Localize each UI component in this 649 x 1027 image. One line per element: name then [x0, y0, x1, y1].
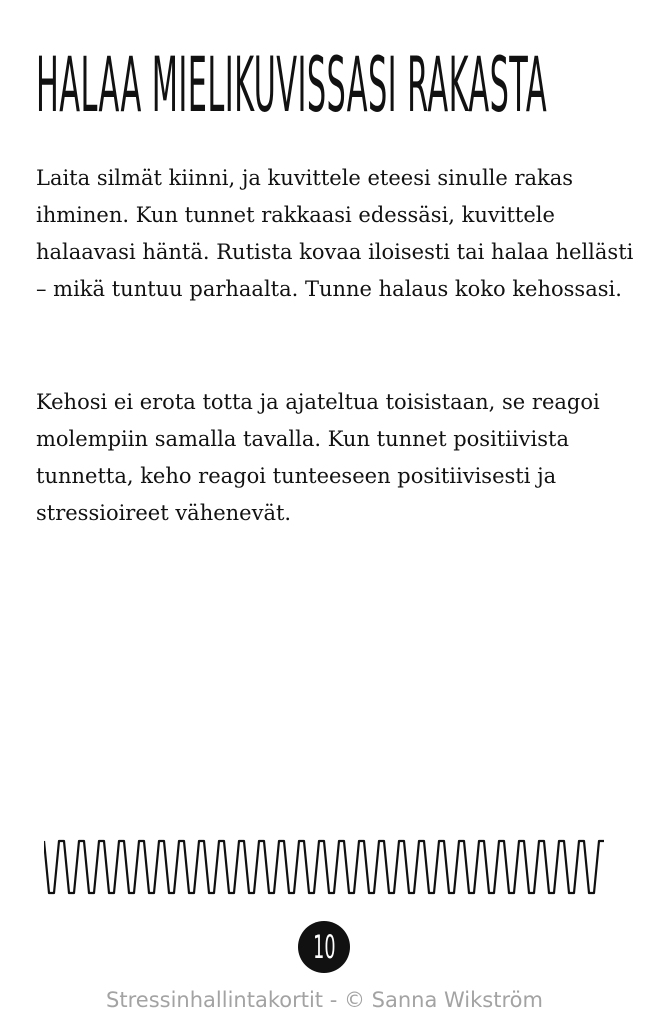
card-paragraph-2: Kehosi ei erota totta ja ajateltua toisistaan, se reagoi molempiin samalla tavalla. Kun tunnet positiivista tunnetta, keho reagoi tunteeseen positiivisesti ja stressioireet vähenevät. [36, 390, 600, 525]
card-title-container [36, 40, 616, 130]
card-title: HALAA MIELIKUVISSASI RAKASTA [36, 40, 548, 129]
zigzag-divider-icon [44, 838, 604, 896]
page-number-badge [298, 921, 350, 973]
card-paragraph-1: Laita silmät kiinni, ja kuvittele eteesi sinulle rakas ihminen. Kun tunnet rakkaasi edessäsi, kuvittele halaavasi häntä. Rutista kovaa iloisesti tai halaa hellästi – mikä tuntuu parhaalta. Tunne halaus koko kehossasi. [36, 166, 634, 301]
footer-credit: Stressinhallintakortit - © Sanna Wikström [106, 988, 543, 1012]
page-number: 10 [312, 928, 336, 966]
